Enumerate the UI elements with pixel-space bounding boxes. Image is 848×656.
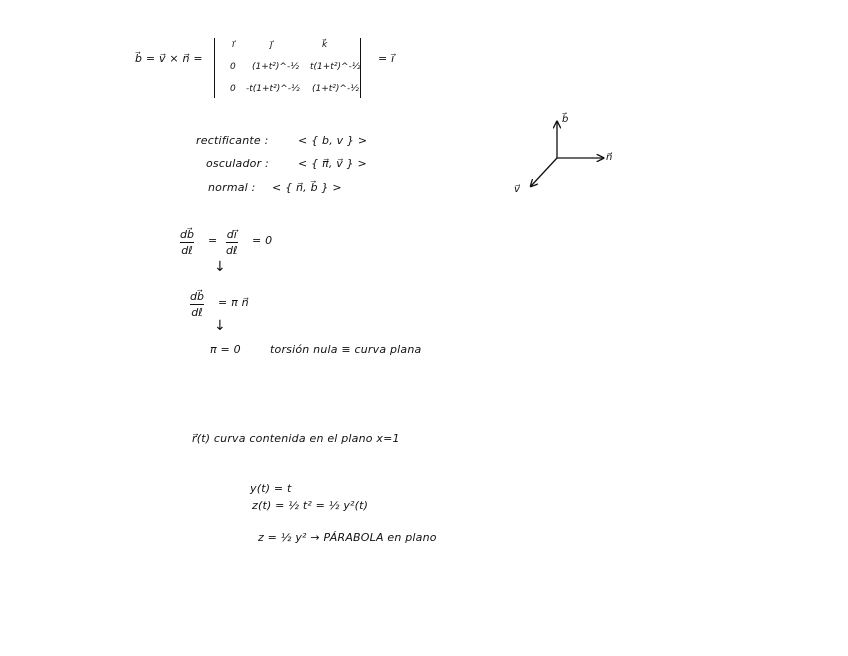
cross-product-rhs: = i⃗ <box>378 52 395 65</box>
param-z: z(t) = ½ t² = ½ y²(t) <box>252 499 369 512</box>
cross-product-lhs: b⃗ = v⃗ × n⃗ = <box>135 52 203 65</box>
plane-rectificante-name: rectificante : <box>196 134 269 147</box>
fraction-db-dl <box>180 228 194 257</box>
equals-sign: = <box>208 234 218 247</box>
fraction-di-dl <box>226 228 238 257</box>
plane-normal-value: < { n⃗, b⃗ } > <box>272 181 342 194</box>
matrix-cell: -t(1+t²)^-½ <box>246 84 300 94</box>
fraction-denominator: dℓ <box>226 244 238 257</box>
plane-normal-name: normal : <box>208 181 256 194</box>
matrix-cell: (1+t²)^-½ <box>252 62 299 72</box>
fraction-denominator: dℓ <box>191 306 203 319</box>
matrix-cell: (1+t²)^-½ <box>312 84 359 94</box>
fraction-db-dl-2 <box>190 290 204 319</box>
axis-up-label: b⃗ <box>562 114 569 125</box>
torsion-lhs: π = 0 <box>210 343 241 356</box>
param-result: z = ½ y² → PÁRABOLA en plano <box>258 531 437 544</box>
fraction-bar <box>180 242 194 243</box>
fraction-numerator: db⃗ <box>180 228 194 241</box>
torsion-rhs: torsión nula ≡ curva plana <box>270 343 422 356</box>
plane-osculador-name: osculador : <box>206 157 269 170</box>
axis-right-label: n⃗ <box>606 152 613 163</box>
plane-rectificante-value: < { b, v } > <box>298 134 368 147</box>
matrix-cell: k⃗ <box>322 40 328 50</box>
axis-diag-label: v⃗ <box>514 184 521 195</box>
param-y: y(t) = t <box>250 482 292 495</box>
fraction-numerator: di⃗ <box>226 228 237 241</box>
down-arrow: ↓ <box>214 318 226 334</box>
curve-statement: r⃗(t) curva contenida en el plano x=1 <box>192 432 400 445</box>
fraction-bar <box>190 304 204 305</box>
matrix-cell: j⃗ <box>270 40 273 50</box>
deriv1-rhs: = 0 <box>252 234 273 247</box>
matrix-cell: t(1+t²)^-½ <box>310 62 361 72</box>
down-arrow: ↓ <box>214 259 226 275</box>
fraction-denominator: dℓ <box>181 244 193 257</box>
matrix-cell: 0 <box>230 84 236 94</box>
fraction-bar <box>226 242 238 243</box>
deriv2-rhs: = π n⃗ <box>218 296 249 309</box>
axis-diag-line <box>531 158 557 186</box>
matrix-cell: i⃗ <box>232 40 235 50</box>
matrix-cell: 0 <box>230 62 236 72</box>
fraction-numerator: db⃗ <box>190 290 204 303</box>
plane-osculador-value: < { π⃗, v⃗ } > <box>298 157 367 170</box>
